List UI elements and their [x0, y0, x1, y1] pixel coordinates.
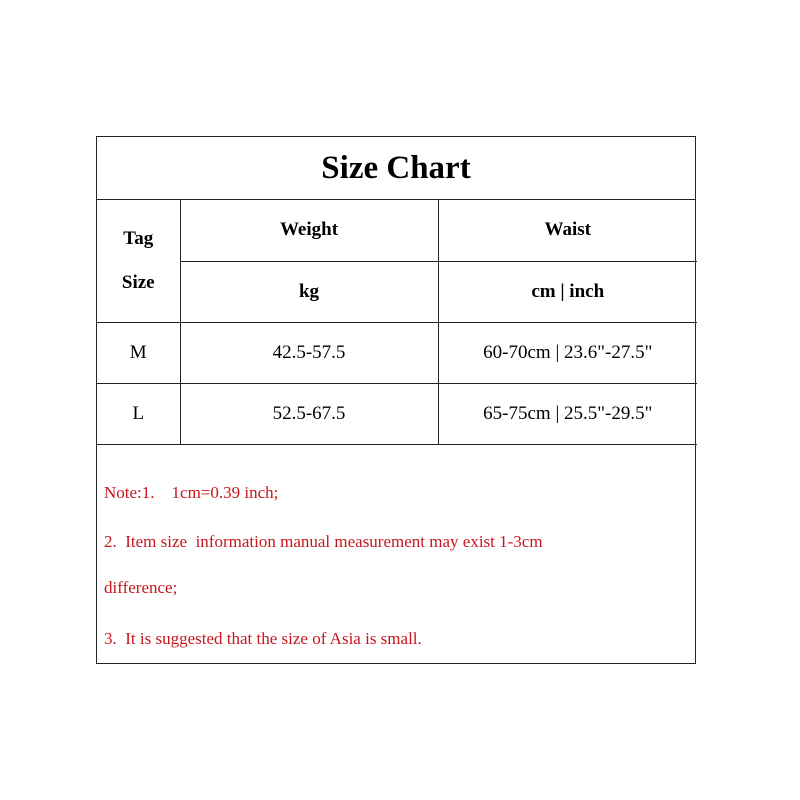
size-label: Size: [121, 271, 155, 293]
note-line-3: difference;: [104, 578, 178, 597]
waist-header: Waist: [438, 200, 697, 261]
notes-section: [97, 448, 695, 663]
table-row: [97, 322, 697, 383]
weight-header: Weight: [180, 200, 438, 261]
weight-cell: 52.5-67.5: [180, 383, 438, 444]
size-table: [97, 200, 697, 445]
waist-cell: 60-70cm | 23.6"-27.5": [438, 322, 697, 383]
size-chart: [96, 136, 696, 664]
note-line-2: 2. Item size information manual measurement may exist 1-3cm: [104, 532, 543, 551]
unit-row: [97, 261, 697, 322]
chart-title: Size Chart: [97, 137, 695, 200]
table-row: [97, 383, 697, 444]
tag-label: Tag: [123, 227, 154, 249]
tag-size-header: [97, 200, 180, 322]
weight-cell: 42.5-57.5: [180, 322, 438, 383]
note-line-4: 3. It is suggested that the size of Asia is small.: [104, 629, 422, 648]
weight-unit: kg: [180, 261, 438, 322]
waist-cell: 65-75cm | 25.5"-29.5": [438, 383, 697, 444]
size-cell: M: [97, 322, 180, 383]
header-row: [97, 200, 697, 261]
size-cell: L: [97, 383, 180, 444]
waist-unit: cm | inch: [438, 261, 697, 322]
note-line-1: Note:1. 1cm=0.39 inch;: [104, 483, 279, 502]
